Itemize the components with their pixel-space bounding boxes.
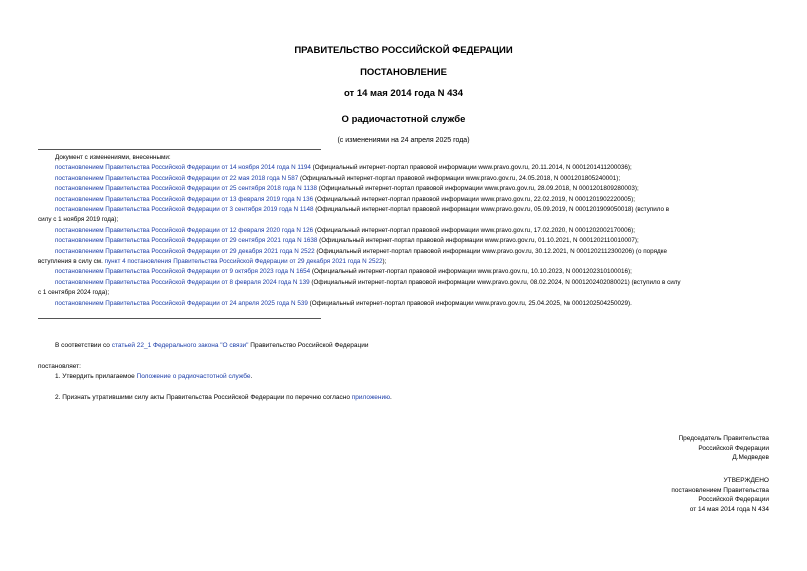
- continuation-prefix: вступления в силу см.: [38, 258, 105, 266]
- change-source: (Официальный интернет-портал правовой информации www.pravo.gov.ru, 08.02.2024, N 0001202402080021) (вступило в силу: [309, 278, 681, 286]
- change-link[interactable]: постановлением Правительства Российской Федерации от 14 ноября 2014 года N 1194: [55, 164, 311, 172]
- change-item-continuation: с 1 сентября 2024 года);: [38, 289, 110, 297]
- preamble-suffix: Правительство Российской Федерации: [248, 342, 369, 349]
- changes-list: [38, 153, 770, 309]
- decides-text: постановляет:: [38, 363, 81, 370]
- signature-position: Председатель Правительства: [678, 435, 769, 442]
- change-link[interactable]: постановлением Правительства Российской Федерации от 9 октября 2023 года N 1654: [55, 268, 311, 276]
- approval-block: [671, 476, 769, 514]
- change-item: [38, 226, 770, 236]
- change-source: (Официальный интернет-портал правовой информации www.pravo.gov.ru, 10.10.2023, N 0001202310100016);: [310, 268, 632, 276]
- item-1: [55, 372, 252, 381]
- document-type: ПОСТАНОВЛЕНИЕ: [360, 67, 447, 78]
- item-1-suffix: .: [250, 373, 253, 380]
- change-source: (Официальный интернет-портал правовой информации www.pravo.gov.ru, 28.09.2018, N 0001201809280003);: [316, 185, 639, 193]
- item-2-prefix: 2. Признать утратившими силу акты Правительства Российской Федерации по перечню согласно: [55, 394, 352, 401]
- top-divider: [38, 149, 321, 150]
- change-source: (Официальный интернет-портал правовой информации www.pravo.gov.ru, 01.10.2021, N 0001202110010007);: [317, 237, 639, 245]
- change-link[interactable]: постановлением Правительства Российской Федерации от 3 сентября 2019 года N 1148: [55, 206, 314, 214]
- approved-date-number: от 14 мая 2014 года N 434: [689, 505, 769, 513]
- change-item-continuation: силу с 1 ноября 2019 года);: [38, 216, 119, 224]
- change-source: (Официальный интернет-портал правовой информации www.pravo.gov.ru, 17.02.2020, N 0001202002170006);: [313, 226, 635, 234]
- change-item: [38, 174, 770, 184]
- change-source: (Официальный интернет-портал правовой информации www.pravo.gov.ru, 05.09.2019, N 0001201909050018) (вступило в: [313, 206, 670, 214]
- signature-block: [678, 434, 769, 463]
- document-title: О радиочастотной службе: [341, 114, 466, 125]
- preamble: [55, 341, 368, 350]
- bottom-divider: [38, 318, 321, 319]
- change-source: (Официальный интернет-портал правовой информации www.pravo.gov.ru, 22.02.2019, N 0001201902220005);: [313, 195, 635, 203]
- change-source: (Официальный интернет-портал правовой информации www.pravo.gov.ru, 20.11.2014, N 0001201411200036);: [310, 164, 632, 172]
- change-item: [38, 184, 770, 194]
- change-link[interactable]: постановлением Правительства Российской Федерации от 25 сентября 2018 года N 1138: [55, 185, 317, 193]
- signature-country: Российской Федерации: [698, 444, 769, 452]
- change-link[interactable]: постановлением Правительства Российской Федерации от 29 сентября 2021 года N 1638: [55, 237, 318, 245]
- appendix-link[interactable]: приложению: [351, 394, 390, 401]
- changes-intro: Документ с изменениями, внесенными:: [55, 154, 171, 161]
- change-item: [38, 236, 770, 246]
- government-heading: ПРАВИТЕЛЬСТВО РОССИЙСКОЙ ФЕДЕРАЦИИ: [294, 45, 513, 56]
- change-item: [38, 163, 770, 173]
- item-1-prefix: 1. Утвердить прилагаемое: [55, 373, 137, 380]
- change-link[interactable]: постановлением Правительства Российской Федерации от 22 мая 2018 года N 587: [55, 174, 299, 182]
- signature-name: Д.Медведев: [732, 454, 769, 461]
- change-item: [38, 299, 770, 309]
- change-item: [38, 205, 770, 215]
- preamble-prefix: В соответствии со: [55, 342, 112, 349]
- regulation-link[interactable]: Положение о радиочастотной службе: [136, 373, 251, 380]
- change-source: (Официальный интернет-портал правовой информации www.pravo.gov.ru, 24.05.2018, N 0001201805240001);: [298, 174, 621, 182]
- change-link[interactable]: постановлением Правительства Российской Федерации от 29 декабря 2021 года N 2522: [55, 247, 315, 255]
- approved-heading: УТВЕРЖДЕНО: [723, 477, 769, 484]
- change-link[interactable]: постановлением Правительства Российской Федерации от 8 февраля 2024 года N 139: [55, 278, 310, 286]
- change-item: [38, 278, 770, 288]
- item-2: [55, 393, 392, 402]
- edition-note: (с изменениями на 24 апреля 2025 года): [337, 137, 470, 144]
- change-link[interactable]: постановлением Правительства Российской Федерации от 12 февраля 2020 года N 126: [55, 226, 314, 234]
- item-2-suffix: .: [390, 394, 392, 401]
- change-link[interactable]: постановлением Правительства Российской Федерации от 13 февраля 2019 года N 136: [55, 195, 314, 203]
- continuation-suffix: );: [382, 258, 387, 266]
- approved-by: постановлением Правительства: [671, 486, 769, 494]
- change-item: [38, 267, 770, 277]
- document-date-number: от 14 мая 2014 года N 434: [343, 88, 464, 99]
- change-link[interactable]: постановлением Правительства Российской Федерации от 24 апреля 2025 года N 539: [55, 299, 308, 307]
- continuation-link[interactable]: пункт 4 постановления Правительства Российской Федерации от 29 декабря 2021 года N 2522: [104, 258, 383, 266]
- change-item: [38, 195, 770, 205]
- change-item-continuation: [38, 257, 770, 267]
- change-source: (Официальный интернет-портал правовой информации www.pravo.gov.ru, 30.12.2021, N 0001202112300206) (о порядке: [314, 247, 667, 255]
- law-link[interactable]: статьей 22_1 Федерального закона "О связи": [111, 342, 249, 349]
- change-source: (Официальный интернет-портал правовой информации www.pravo.gov.ru, 25.04.2025, № 0001202504250029).: [307, 299, 632, 307]
- approved-country: Российской Федерации: [698, 496, 769, 503]
- change-item: [38, 247, 770, 257]
